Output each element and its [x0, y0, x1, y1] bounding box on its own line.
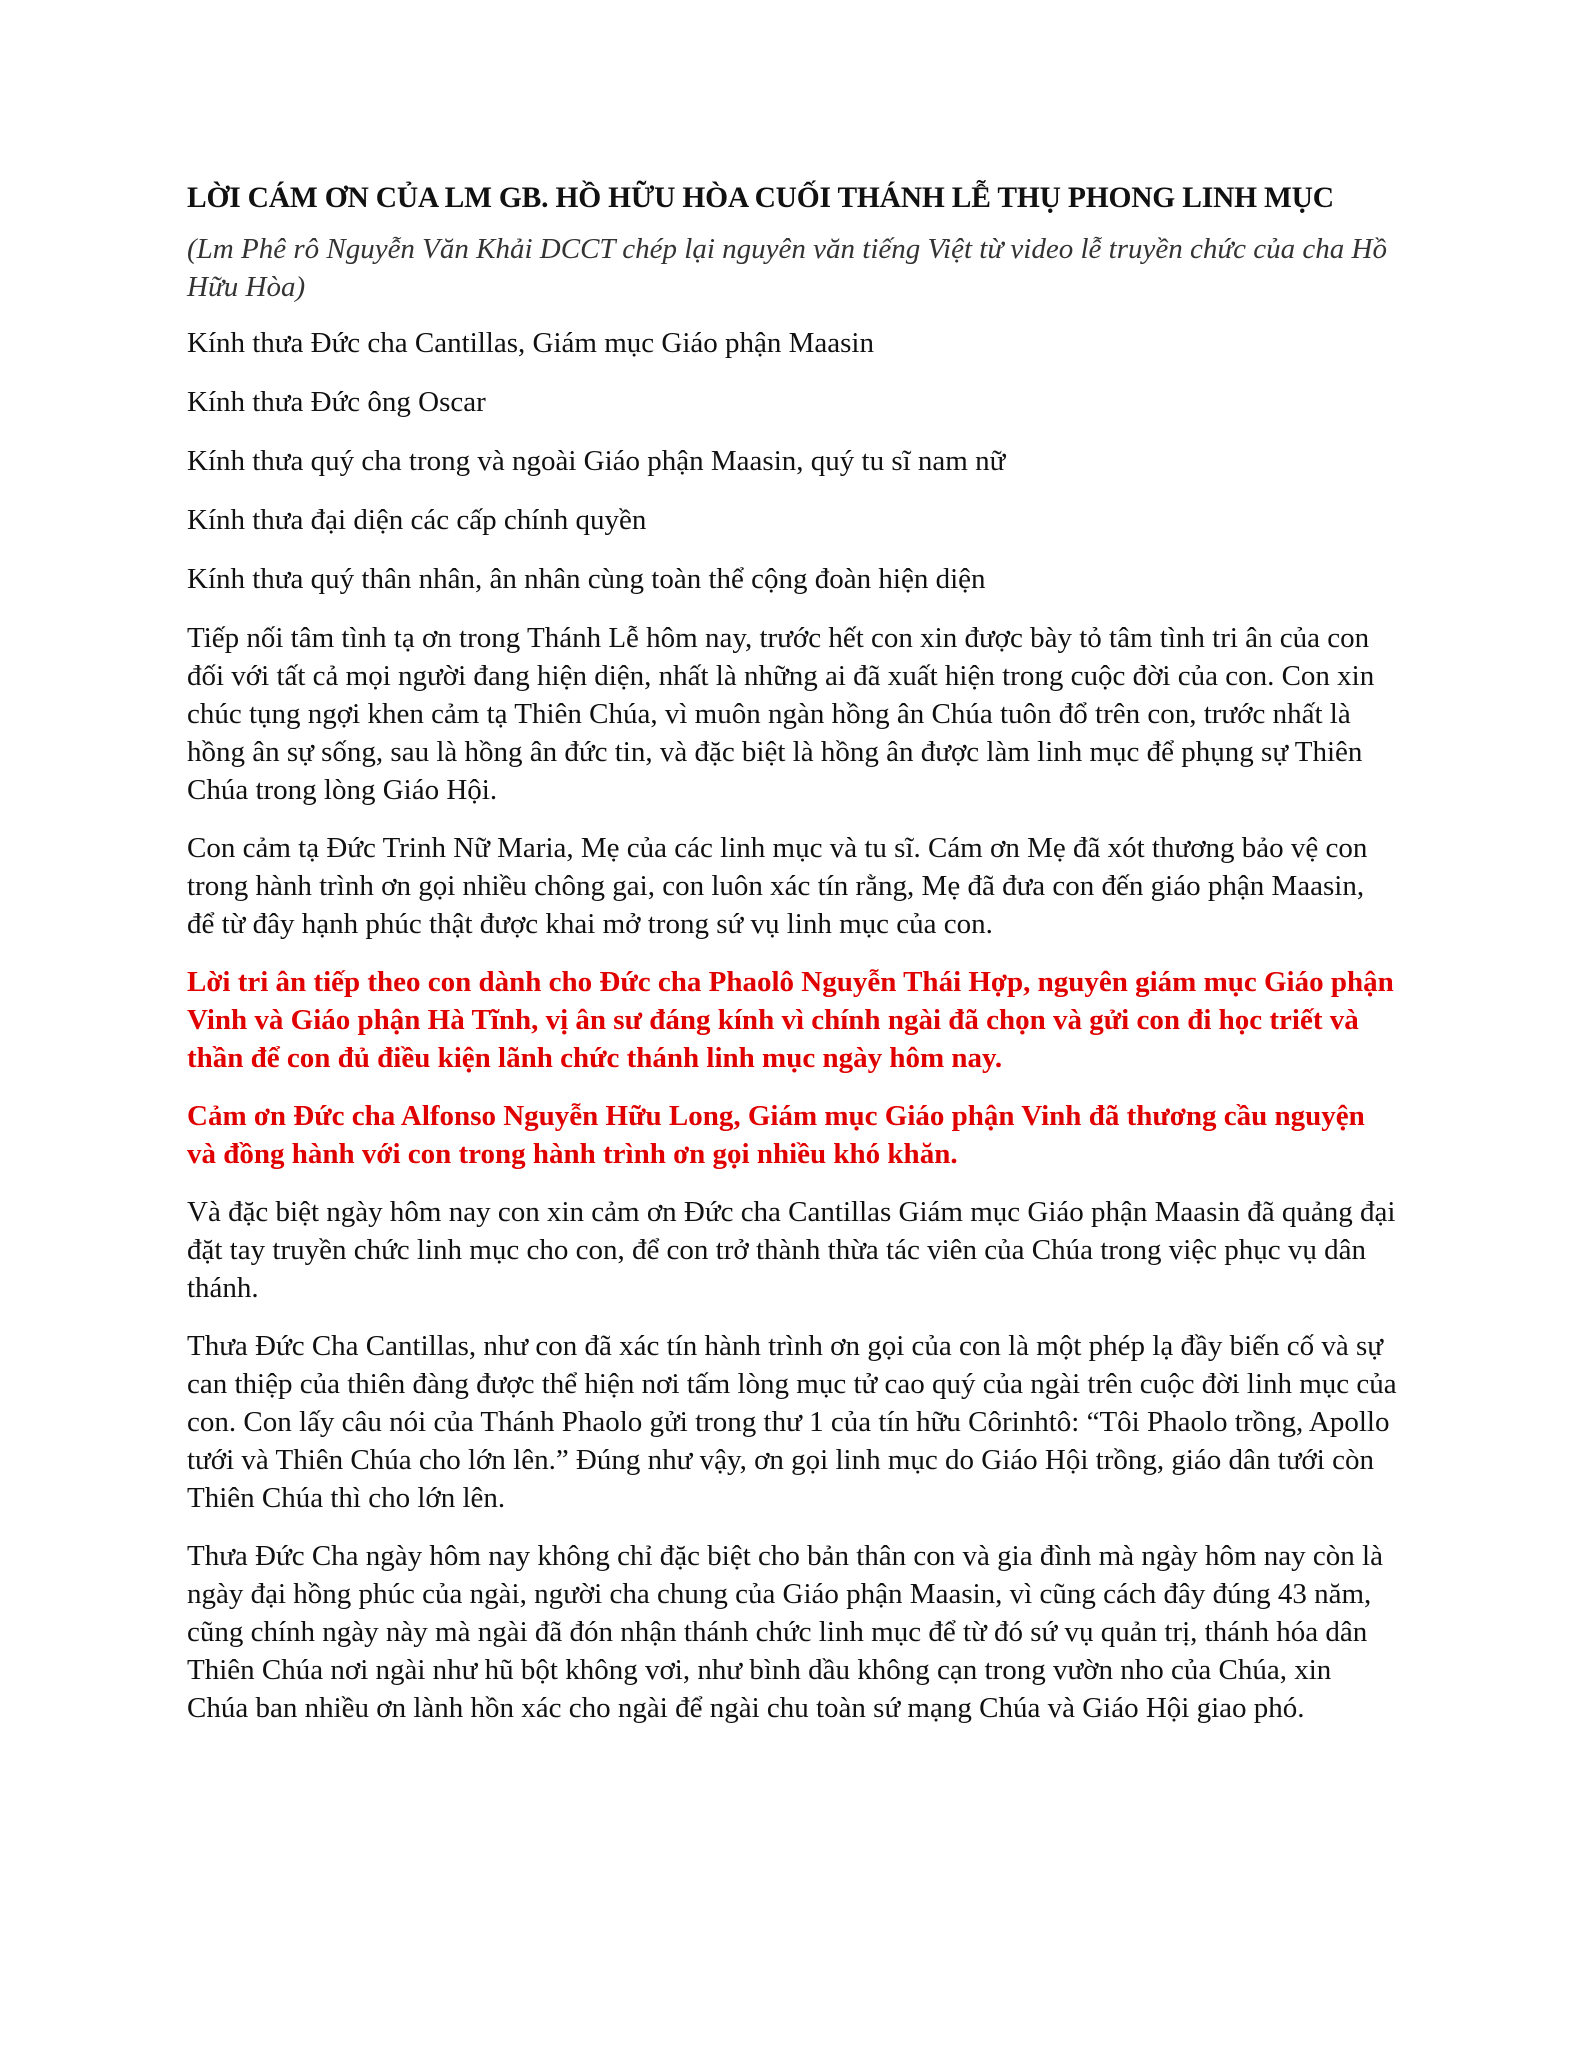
body-paragraph: Con cảm tạ Đức Trinh Nữ Maria, Mẹ của các linh mục và tu sĩ. Cám ơn Mẹ đã xót thương bảo vệ con trong hành trình ơn gọi nhiều chông gai, con luôn xác tín rằng, Mẹ đã đưa con đến giáo phận Maasin, để từ đây hạnh phúc thật được khai mở trong sứ vụ linh mục của con. [187, 832, 1368, 940]
greeting-line: Kính thưa quý thân nhân, ân nhân cùng toàn thể cộng đoàn hiện diện [187, 563, 986, 595]
greeting-line: Kính thưa đại diện các cấp chính quyền [187, 504, 647, 536]
greeting-line: Kính thưa Đức cha Cantillas, Giám mục Giáo phận Maasin [187, 327, 874, 359]
emphasis-paragraph: Lời tri ân tiếp theo con dành cho Đức cha Phaolô Nguyễn Thái Hợp, nguyên giám mục Giáo phận Vinh và Giáo phận Hà Tĩnh, vị ân sư đáng kính vì chính ngài đã chọn và gửi con đi học triết và thần để con đủ điều kiện lãnh chức thánh linh mục ngày hôm nay. [187, 966, 1394, 1074]
document-page [187, 178, 1397, 1747]
document-subtitle: (Lm Phê rô Nguyễn Văn Khải DCCT chép lại nguyên văn tiếng Việt từ video lễ truyền chức của cha Hồ Hữu Hòa) [187, 233, 1387, 303]
greeting-line: Kính thưa Đức ông Oscar [187, 386, 486, 418]
emphasis-paragraph: Cảm ơn Đức cha Alfonso Nguyễn Hữu Long, Giám mục Giáo phận Vinh đã thương cầu nguyện và đồng hành với con trong hành trình ơn gọi nhiều khó khăn. [187, 1100, 1365, 1170]
document-title: LỜI CÁM ƠN CỦA LM GB. HỒ HỮU HÒA CUỐI THÁNH LỄ THỤ PHONG LINH MỤC [187, 182, 1334, 214]
body-paragraph: Tiếp nối tâm tình tạ ơn trong Thánh Lễ hôm nay, trước hết con xin được bày tỏ tâm tình tri ân của con đối với tất cả mọi người đang hiện diện, nhất là những ai đã xuất hiện trong cuộc đời của con. Con xin chúc tụng ngợi khen cảm tạ Thiên Chúa, vì muôn ngàn hồng ân Chúa tuôn đổ trên con, trước nhất là hồng ân sự sống, sau là hồng ân đức tin, và đặc biệt là hồng ân được làm linh mục để phụng sự Thiên Chúa trong lòng Giáo Hội. [187, 622, 1375, 806]
greeting-line: Kính thưa quý cha trong và ngoài Giáo phận Maasin, quý tu sĩ nam nữ [187, 445, 1006, 477]
body-paragraph: Thưa Đức Cha ngày hôm nay không chỉ đặc biệt cho bản thân con và gia đình mà ngày hôm nay còn là ngày đại hồng phúc của ngài, người cha chung của Giáo phận Maasin, vì cũng cách đây đúng 43 năm, cũng chính ngày này mà ngài đã đón nhận thánh chức linh mục để từ đó sứ vụ quản trị, thánh hóa dân Thiên Chúa nơi ngài như hũ bột không vơi, như bình dầu không cạn trong vườn nho của Chúa, xin Chúa ban nhiều ơn lành hồn xác cho ngài để ngài chu toàn sứ mạng Chúa và Giáo Hội giao phó. [187, 1540, 1383, 1724]
body-paragraph: Và đặc biệt ngày hôm nay con xin cảm ơn Đức cha Cantillas Giám mục Giáo phận Maasin đã quảng đại đặt tay truyền chức linh mục cho con, để con trở thành thừa tác viên của Chúa trong việc phục vụ dân thánh. [187, 1196, 1396, 1304]
body-paragraph: Thưa Đức Cha Cantillas, như con đã xác tín hành trình ơn gọi của con là một phép lạ đầy biến cố và sự can thiệp của thiên đàng được thể hiện nơi tấm lòng mục tử cao quý của ngài trên cuộc đời linh mục của con. Con lấy câu nói của Thánh Phaolo gửi trong thư 1 của tín hữu Côrinhtô: “Tôi Phaolo trồng, Apollo tưới và Thiên Chúa cho lớn lên.” Đúng như vậy, ơn gọi linh mục do Giáo Hội trồng, giáo dân tưới còn Thiên Chúa thì cho lớn lên. [187, 1330, 1397, 1514]
